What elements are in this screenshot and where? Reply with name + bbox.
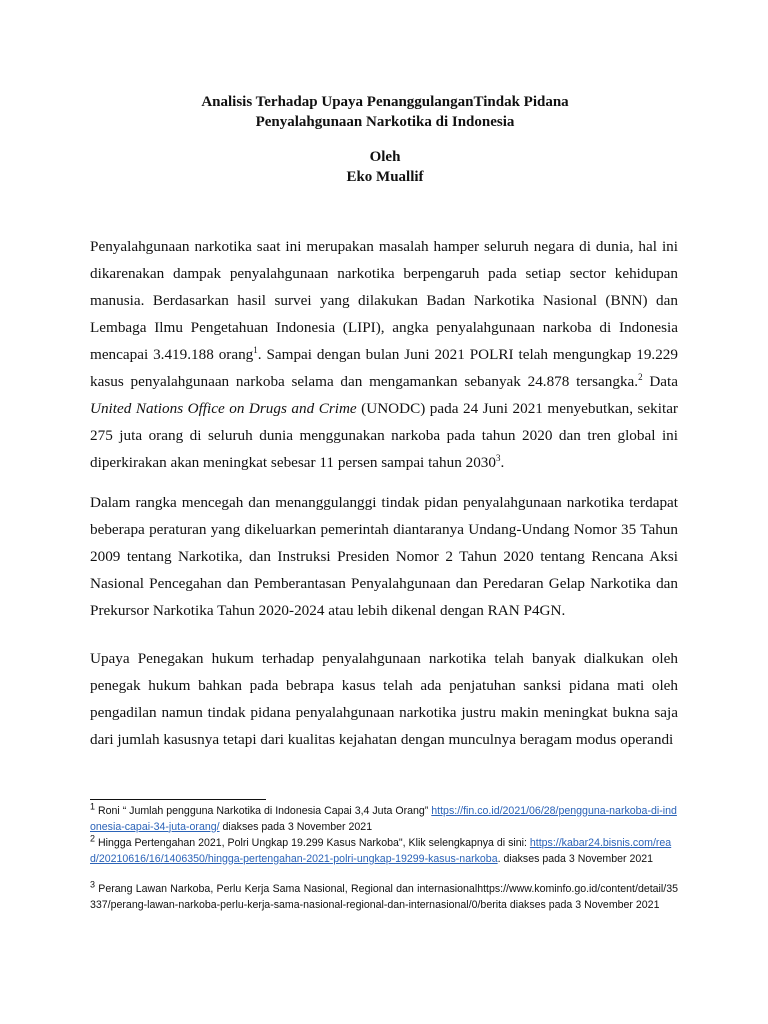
- footnote-1-suffix: diakses pada 3 November 2021: [219, 820, 373, 833]
- footnote-1: [90, 801, 678, 835]
- footnote-2-mark: 2: [90, 833, 96, 844]
- paragraph-3: Upaya Penegakan hukum terhadap penyalahgunaan narkotika telah banyak dialkukan oleh penegak hukum bahkan pada bebrapa kasus telah ada penjatuhan sanksi pidana mati oleh pengadilan namun tindak pidana penyalahgunaan narkotika justru makin meningkat bukna saja dari jumlah kasusnya tetapi dari kualitas kejahatan dengan munculnya beragam modus operandi: [90, 650, 678, 748]
- footnote-1-text: Roni “ Jumlah pengguna Narkotika di Indonesia Capai 3,4 Juta Orang”: [95, 805, 432, 817]
- paragraph-1-text-e: .: [500, 454, 505, 471]
- paragraph-1-text-c: Data: [642, 373, 678, 390]
- footnote-1-mark: 1: [90, 801, 96, 812]
- footnote-2-text: Hingga Pertengahan 2021, Polri Ungkap 19.299 Kasus Narkoba", Klik selengkapnya di sini:: [95, 837, 530, 849]
- footnote-3-url: https://www.kominfo.go.id/content/detail/35337/perang-lawan-narkoba-perlu-kerja-sama-nasional-regional-dan-internasional/0/berita: [90, 883, 678, 911]
- footnote-ref-2[interactable]: 2: [638, 371, 643, 382]
- paragraph-2: Dalam rangka mencegah dan menanggulanggi tindak pidan penyalahgunaan narkotika terdapat beberapa peraturan yang dikeluarkan pemerintah diantaranya Undang-Undang Nomor 35 Tahun 2009 tentang Narkotika, dan Instruksi Presiden Nomor 2 Tahun 2020 tentang Rencana Aksi Nasional Pencegahan dan Pemberantasan Penyalahgunaan dan Peredaran Gelap Narkotika dan Prekursor Narkotika Tahun 2020-2024 atau lebih dikenal dengan RAN P4GN.: [90, 494, 678, 619]
- footnote-3-suffix: diakses pada 3 November 2021: [506, 898, 660, 911]
- footnote-2-suffix: . diakses pada 3 November 2021: [497, 852, 654, 865]
- title-line-2: Penyalahgunaan Narkotika di Indonesia: [255, 114, 515, 130]
- footnote-2: [90, 833, 678, 867]
- footnote-ref-3[interactable]: 3: [496, 452, 501, 463]
- footnote-3: [90, 879, 678, 913]
- paragraph-1-text-a: Penyalahgunaan narkotika saat ini merupakan masalah hamper seluruh negara di dunia, hal ini dikarenakan dampak penyalahgunaan narkotika berpengaruh pada setiap sector kehidupan manusia. Berdasarkan hasil survei yang dilakukan Badan Narkotika Nasional (BNN) dan Lembaga Ilmu Pengetahuan Indonesia (LIPI), angka penyalahgunaan narkoba di Indonesia mencapai 3.419.188 orang: [90, 238, 678, 363]
- paragraph-1-text-b: . Sampai dengan bulan Juni 2021 POLRI telah mengungkap 19.229 kasus penyalahgunaan narkoba selama dan mengamankan sebanyak 24.878 tersangka.: [90, 346, 678, 390]
- paragraph-1: [90, 233, 678, 476]
- footnote-3-text: Perang Lawan Narkoba, Perlu Kerja Sama Nasional, Regional dan internasional: [95, 883, 478, 895]
- footnote-1-link[interactable]: https://fin.co.id/2021/06/28/pengguna-narkoba-di-indonesia-capai-34-juta-orang/: [90, 805, 677, 833]
- paragraph-1-text-d: (UNODC) pada 24 Juni 2021 menyebutkan, sekitar 275 juta orang di seluruh dunia menggunakan narkoba pada tahun 2020 dan tren global ini diperkirakan akan meningkat sebesar 11 persen sampai tahun 2030: [90, 400, 678, 471]
- footnote-ref-1[interactable]: 1: [253, 344, 258, 355]
- byline: [90, 147, 680, 187]
- author-name: Eko Muallif: [346, 169, 424, 185]
- document-title: [90, 92, 680, 132]
- title-line-1: Analisis Terhadap Upaya PenanggulanganTindak Pidana: [201, 94, 569, 110]
- unodc-italic-name: United Nations Office on Drugs and Crime: [90, 400, 357, 417]
- footnote-2-link[interactable]: https://kabar24.bisnis.com/read/20210616/16/1406350/hingga-pertengahan-2021-polri-ungkap-19299-kasus-narkoba: [90, 837, 672, 865]
- by-label: Oleh: [369, 149, 401, 165]
- footnote-3-mark: 3: [90, 879, 96, 890]
- footnote-separator: [90, 799, 266, 800]
